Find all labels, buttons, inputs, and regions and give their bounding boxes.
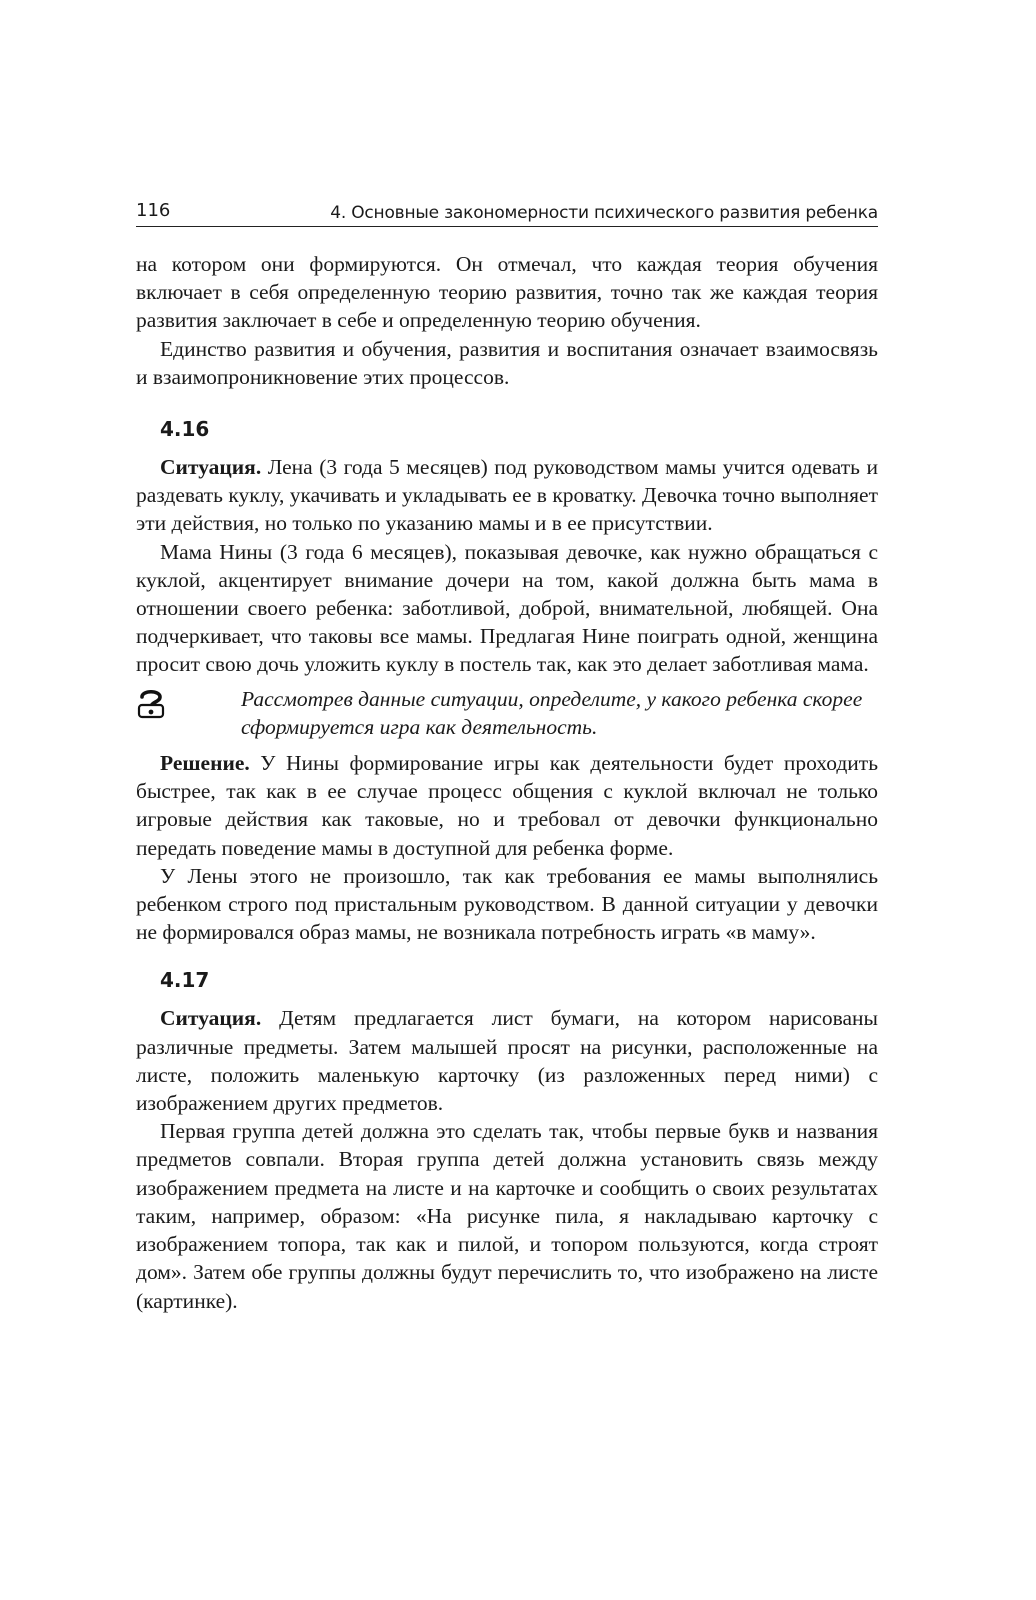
section-number: 4.16 <box>160 417 210 442</box>
page-header <box>136 190 878 227</box>
situation-label: Ситуация. <box>160 455 262 480</box>
situation-paragraph <box>136 1004 878 1117</box>
situation-paragraph <box>136 453 878 538</box>
page-number: 116 <box>136 200 171 221</box>
situation-label: Ситуация. <box>160 1006 262 1031</box>
paragraph: Единство развития и обучения, развития и воспитания означает взаимосвязь и взаимопроникновение этих процессов. <box>136 336 878 389</box>
question-mark-icon <box>136 687 166 719</box>
section-number: 4.17 <box>160 968 210 993</box>
situation-text: Детям предлагается лист бумаги, на котором нарисованы различные предметы. Затем малышей просят на рисунки, расположенные на листе, положить маленькую карточку (из разложенных перед ними) с изображением других предметов. <box>136 1006 878 1116</box>
question-block <box>136 685 878 741</box>
situation-text: Лена (3 года 5 месяцев) под руководством мамы учится одевать и раздевать куклу, укачивать и укладывать ее в кроватку. Девочка точно выполняет эти действия, но только по указанию мамы и в ее присутствии. <box>136 455 878 536</box>
solution-paragraph <box>136 749 878 862</box>
paragraph: Первая группа детей должна это сделать так, чтобы первые букв и названия предметов совпали. Вторая группа детей должна установить связь между изображением предмета на листе и на карточке и сообщить о своих результатах таким, например, образом: «На рисунке пила, я накладываю карточку с изображением топора, так как и пилой, и топором пользуются, когда строят дом». Затем обе группы должны будут перечислить то, что изображено на листе (картинке). <box>136 1119 878 1313</box>
running-title: 4. Основные закономерности психического развития ребенка <box>330 203 878 223</box>
page-body <box>136 250 878 1315</box>
paragraph: на котором они формируются. Он отмечал, что каждая теория обучения включает в себя определенную теорию развития, точно так же каждая теория развития заключает в себе и определенную теорию обучения. <box>136 252 878 333</box>
paragraph: Мама Нины (3 года 6 месяцев), показывая девочке, как нужно обращаться с куклой, акцентирует внимание дочери на том, какой должна быть мама в отношении своего ребенка: заботливой, доброй, внимательной, любящей. Она подчеркивает, что таковы все мамы. Предлагая Нине поиграть одной, женщина просит свою дочь уложить куклу в постель так, как это делает заботливая мама. <box>136 539 878 677</box>
paragraph: У Лены этого не произошло, так как требования ее мамы выполнялись ребенком строго под пристальным руководством. В данной ситуации у девочки не формировался образ мамы, не возникала потребность играть «в маму». <box>136 863 878 945</box>
solution-text: У Нины формирование игры как деятельности будет проходить быстрее, так как в ее случае процесс общения с куклой включал не только игровые действия как таковые, но и требовал от девочки функционально передать поведение мамы в доступной для ребенка форме. <box>136 751 878 860</box>
question-text: Рассмотрев данные ситуации, определите, у какого ребенка скорее сформируется игра как деятельность. <box>241 686 863 739</box>
solution-label: Решение. <box>160 751 250 776</box>
